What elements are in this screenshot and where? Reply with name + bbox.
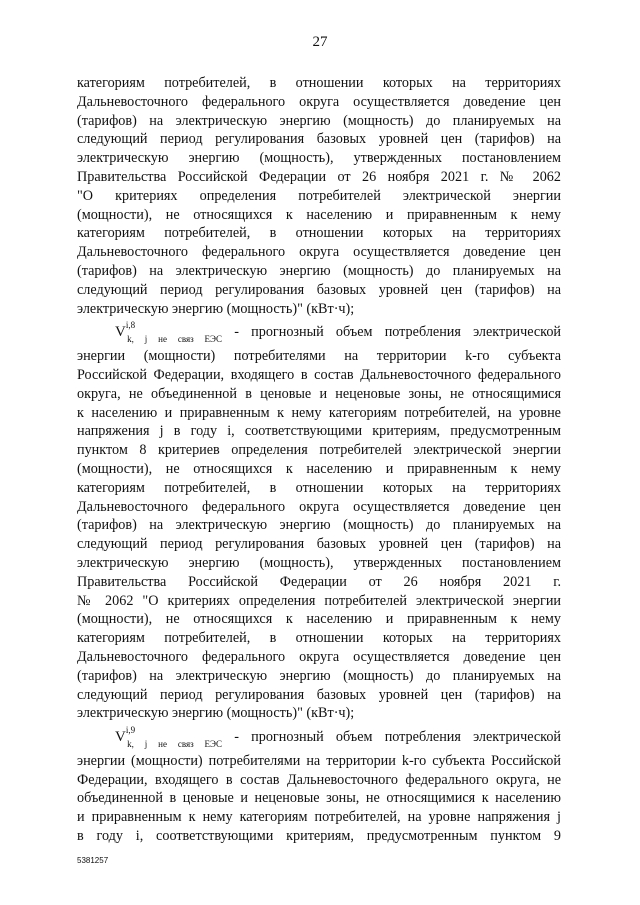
text-line: электрическую энергию (мощность)" (кВт·ч); xyxy=(77,705,355,722)
text-line: объединенной в ценовые и неценовые зоны, не относящимися к населению xyxy=(77,790,561,807)
text-line: округа, не объединенной в ценовые и неценовые зоны, не относящимися xyxy=(77,385,561,402)
symbol-v-i9: V$^{i,9}_{k, j не связ ЕЭС}$ xyxy=(115,725,223,750)
text-line: следующий период регулирования базовых уровней цен (тарифов) на xyxy=(77,536,561,553)
text-line: следующий период регулирования базовых уровней цен (тарифов) на xyxy=(77,686,561,703)
text-line: № 2062 "О критериях определения потребителей электрической энергии xyxy=(77,592,561,609)
text-line: следующий период регулирования базовых уровней цен (тарифов) на xyxy=(77,281,561,298)
text-line: электрическую энергию (мощность), утвержденных постановлением xyxy=(77,150,561,167)
text-line: Дальневосточного федерального округа осуществляется доведение цен xyxy=(77,244,561,261)
document-body xyxy=(77,74,561,846)
text-line: следующий период регулирования базовых уровней цен (тарифов) на xyxy=(77,131,561,148)
text-line: энергии (мощности) потребителями на территории k-го субъекта xyxy=(77,348,561,365)
document-id: 5381257 xyxy=(77,856,109,865)
definition-first-line-v9: V$^{i,9}_{k, j не связ ЕЭС}$ - прогнозный объем потребления электрической xyxy=(115,725,562,750)
text-line: пунктом 8 критериев определения потребителей электрической энергии xyxy=(77,442,561,459)
text-line: Российской Федерации, входящего в состав Дальневосточного федерального xyxy=(77,366,561,383)
text-line: (тарифов) на электрическую энергию (мощность) до планируемых на xyxy=(77,262,561,279)
paragraph-continuation xyxy=(77,74,561,318)
text-line: категориям потребителей, в отношении которых на территориях xyxy=(77,630,561,647)
paragraph-v9-definition xyxy=(77,723,561,846)
definition-first-line-v8: V$^{i,8}_{k, j не связ ЕЭС}$ - прогнозный объем потребления электрической xyxy=(115,320,562,345)
text-line: категориям потребителей, в отношении которых на территориях xyxy=(77,225,561,242)
text-line: Правительства Российской Федерации от 26 ноября 2021 г. № 2062 xyxy=(77,168,561,185)
symbol-v-i8: V$^{i,8}_{k, j не связ ЕЭС}$ xyxy=(115,320,223,345)
text-line: (тарифов) на электрическую энергию (мощность) до планируемых на xyxy=(77,112,561,129)
paragraph-v8-definition xyxy=(77,318,561,723)
text-line: энергии (мощности) потребителями на территории k-го субъекта Российской xyxy=(77,752,561,769)
text-line: Правительства Российской Федерации от 26 ноября 2021 г. xyxy=(77,573,561,590)
text-line: категориям потребителей, в отношении которых на территориях xyxy=(77,75,561,91)
text-line: (мощности), не относящихся к населению и приравненным к нему xyxy=(77,206,561,223)
text-line: "О критериях определения потребителей электрической энергии xyxy=(77,187,561,204)
text-line: (тарифов) на электрическую энергию (мощность) до планируемых на xyxy=(77,667,561,684)
text-line: напряжения j в году i, соответствующими критериям, предусмотренным xyxy=(77,423,561,440)
text-line: в году i, соответствующими критериям, предусмотренным пунктом 9 xyxy=(77,828,561,845)
text-line: электрическую энергию (мощность)" (кВт·ч); xyxy=(77,300,355,317)
text-line: категориям потребителей, в отношении которых на территориях xyxy=(77,479,561,496)
text-line: (тарифов) на электрическую энергию (мощность) до планируемых на xyxy=(77,517,561,534)
text-line: Дальневосточного федерального округа осуществляется доведение цен xyxy=(77,648,561,665)
text-line: (мощности), не относящихся к населению и приравненным к нему xyxy=(77,460,561,477)
text-line: Дальневосточного федерального округа осуществляется доведение цен xyxy=(77,498,561,515)
text-line: Дальневосточного федерального округа осуществляется доведение цен xyxy=(77,93,561,110)
page-number: 27 xyxy=(312,34,328,50)
text-line: и приравненным к нему категориям потребителей, на уровне напряжения j xyxy=(77,809,561,826)
text-line: (мощности), не относящихся к населению и приравненным к нему xyxy=(77,611,561,628)
text-line: к населению и приравненным к нему категориям потребителей, на уровне xyxy=(77,404,561,421)
text-line: Федерации, входящего в состав Дальневосточного федерального округа, не xyxy=(77,771,561,788)
text-line: электрическую энергию (мощность), утвержденных постановлением xyxy=(77,554,561,571)
